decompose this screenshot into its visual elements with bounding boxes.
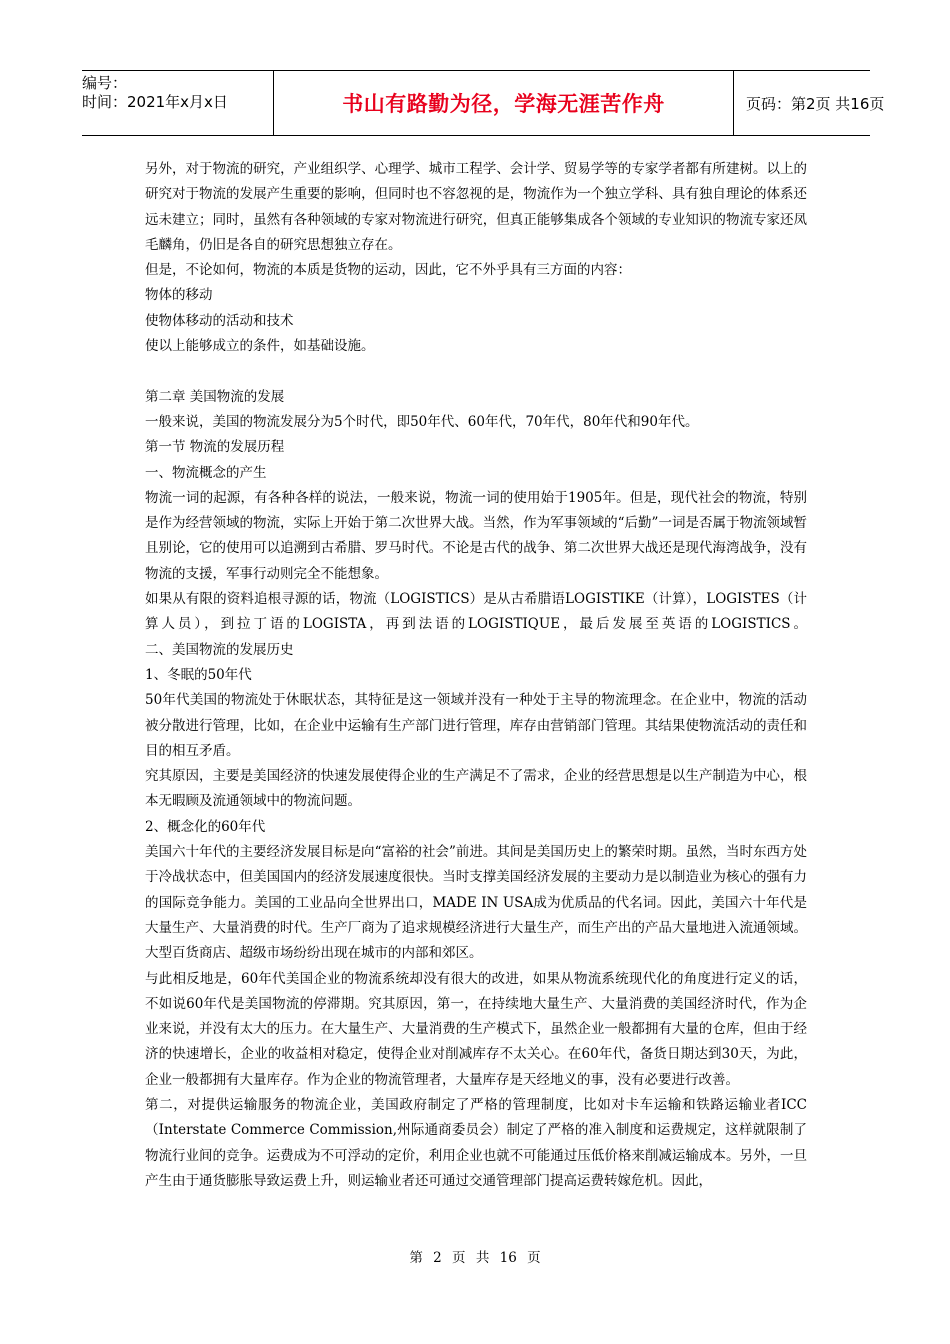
paragraph: 一般来说，美国的物流发展分为5个时代，即50年代、60年代，70年代，80年代和90年代。: [145, 413, 699, 430]
list-item: 使物体移动的活动和技术: [145, 312, 294, 329]
paragraph: 美国六十年代的主要经济发展目标是向“富裕的社会”前进。其间是美国历史上的繁荣时期。虽然，当时东西方处于冷战状态中，但美国国内的经济发展速度很快。当时支撑美国经济发展的主要动力是以制造业为核心的强有力的国际竞争能力。美国的工业品向全世界出口，MADE IN USA成为优质品的代名词。因此，美国六十年代是大量生产、大量消费的时代。生产厂商为了追求规模经济进行大量生产，而生产出的产品大量地进入流通领域。大型百货商店、超级市场纷纷出现在城市的内部和郊区。: [145, 844, 807, 962]
paragraph: 另外，对于物流的研究，产业组织学、心理学、城市工程学、会计学、贸易学等的专家学者都有所建树。以上的研究对于物流的发展产生重要的影响，但同时也不容忽视的是，物流作为一个独立学科、具有独自理论的体系还远未建立；同时，虽然有各种领域的专家对物流进行研究，但真正能够集成各个领域的专业知识的物流专家还凤毛麟角，仍旧是各自的研究思想独立存在。: [145, 161, 807, 253]
page-header: [82, 70, 885, 136]
document-body: [145, 157, 807, 1194]
subsection-heading: 一、物流概念的产生: [145, 464, 267, 481]
chapter-heading: 第二章 美国物流的发展: [145, 388, 285, 405]
paragraph: 究其原因，主要是美国经济的快速发展使得企业的生产满足不了需求，企业的经营思想是以生产制造为中心，根本无暇顾及流通领域中的物流问题。: [145, 768, 807, 810]
paragraph: 但是，不论如何，物流的本质是货物的运动，因此，它不外乎具有三方面的内容：: [145, 262, 631, 279]
blank-line: [145, 359, 807, 384]
document-code-label: 编号：: [82, 74, 128, 92]
list-item: 使以上能够成立的条件，如基础设施。: [145, 338, 375, 355]
header-motto: 书山有路勤为径，学海无涯苦作舟: [274, 71, 734, 135]
paragraph: 50年代美国的物流处于休眠状态，其特征是这一领域并没有一种处于主导的物流理念。在企业中，物流的活动被分散进行管理，比如，在企业中运输有生产部门进行管理，库存由营销部门管理。其结果使物流活动的责任和目的相互矛盾。: [145, 692, 807, 759]
paragraph: 与此相反地是，60年代美国企业的物流系统却没有很大的改进，如果从物流系统现代化的角度进行定义的话，不如说60年代是美国物流的停滞期。究其原因，第一，在持续地大量生产、大量消费的美国经济时代，作为企业来说，并没有太大的压力。在大量生产、大量消费的生产模式下，虽然企业一般都拥有大量的仓库，但由于经济的快速增长，企业的收益相对稳定，使得企业对削减库存不太关心。在60年代，备货日期达到30天，为此，企业一般都拥有大量库存。作为企业的物流管理者，大量库存是天经地义的事，没有必要进行改善。: [145, 970, 807, 1088]
section-heading: 第一节 物流的发展历程: [145, 439, 285, 456]
subsection-heading: 2、概念化的60年代: [145, 818, 266, 835]
list-item: 物体的移动: [145, 287, 213, 304]
page-footer: 第 2 页 共 16 页: [409, 1250, 541, 1266]
paragraph: 物流一词的起源，有各种各样的说法，一般来说，物流一词的使用始于1905年。但是，现代社会的物流，特别是作为经营领域的物流，实际上开始于第二次世界大战。当然，作为军事领域的“后勤”一词是否属于物流领域暂且别论，它的使用可以追溯到古希腊、罗马时代。不论是古代的战争、第二次世界大战还是现代海湾战争，没有物流的支援，军事行动则完全不能想象。: [145, 489, 807, 582]
header-meta: [82, 71, 274, 135]
paragraph: 如果从有限的资料追根寻源的话，物流（LOGISTICS）是从古希腊语LOGISTIKE（计算），LOGISTES（计算人员），到拉丁语的LOGISTA，再到法语的LOGISTIQUE，最后发展至英语的LOGISTICS。: [145, 591, 807, 633]
subsection-heading: 二、美国物流的发展历史: [145, 641, 294, 658]
subsection-heading: 1、冬眠的50年代: [145, 666, 252, 683]
paragraph: 第二，对提供运输服务的物流企业，美国政府制定了严格的管理制度，比如对卡车运输和铁路运输业者ICC（Interstate Commerce Commission,州际通商委员会）制定了严格的准入制度和运费规定，这样就限制了物流行业间的竞争。运费成为不可浮动的定价，利用企业也就不可能通过压低价格来削减运输成本。另外，一旦产生由于通货膨胀导致运费上升，则运输业者还可通过交通管理部门提高运费转嫁危机。因此，: [145, 1096, 807, 1189]
header-page-label: 页码：第2页 共16页: [746, 94, 885, 113]
document-date-label: 时间：2021年x月x日: [82, 93, 228, 111]
